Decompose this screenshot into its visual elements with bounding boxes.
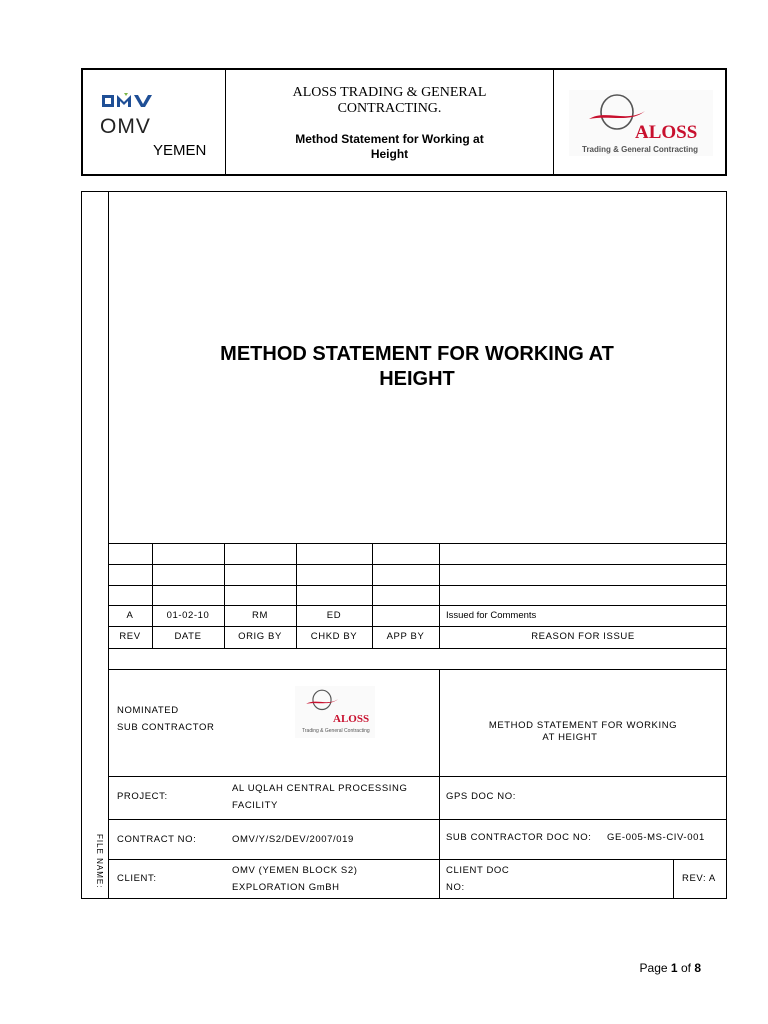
client-label: CLIENT: (117, 873, 157, 884)
rev-label: REV: A (682, 873, 716, 884)
rev-table-line (108, 543, 727, 544)
rev-table-line (108, 669, 727, 670)
file-name-label: FILE NAME: (95, 834, 104, 889)
rev-cell: A (126, 610, 134, 621)
sub-contractor-doc-label: SUB CONTRACTOR DOC NO: (446, 832, 592, 843)
header-date: DATE (174, 631, 202, 642)
client-logo-cell (83, 70, 226, 174)
sub-contractor-doc-value: GE-005-MS-CIV-001 (607, 832, 705, 843)
page-prefix: Page (639, 961, 668, 975)
nominated-doc-title-line2: AT HEIGHT (542, 732, 598, 743)
project-value-line2: FACILITY (232, 800, 278, 811)
reason-cell: Issued for Comments (446, 610, 537, 621)
page-current: 1 (670, 961, 678, 975)
document-title-line2: HEIGHT (379, 368, 455, 390)
client-doc-label-line1: CLIENT DOC (446, 865, 510, 876)
aloss-tagline: Trading & General Contracting (582, 145, 699, 154)
rev-table-line (108, 564, 727, 565)
aloss-brand: ALOSS (635, 122, 698, 143)
contract-value: OMV/Y/S2/DEV/2007/019 (232, 834, 354, 845)
rev-table-line (108, 648, 727, 649)
aloss-small-brand: ALOSS (333, 713, 370, 725)
aloss-small-logo (295, 686, 375, 738)
info-row-line (108, 859, 727, 860)
rev-col-line (673, 859, 674, 899)
header-orig-by: ORIG BY (238, 631, 282, 642)
rev-table-line (108, 626, 727, 627)
document-title-line1: METHOD STATEMENT FOR WORKING AT (220, 343, 614, 365)
region-label: YEMEN (153, 142, 207, 159)
contractor-logo-cell (554, 70, 725, 174)
page-total: 8 (694, 961, 701, 975)
document-name-line1: Method Statement for Working at (295, 132, 484, 146)
document-name-line2: Height (370, 147, 409, 161)
header-rev: REV (119, 631, 141, 642)
aloss-logo (569, 90, 713, 156)
omv-logo-icon (100, 92, 162, 110)
info-row-line (108, 776, 727, 777)
chkd-by-cell: ED (326, 610, 342, 621)
info-col-line (439, 669, 440, 899)
header-title-cell (226, 70, 554, 174)
rev-table-line (108, 605, 727, 606)
header-chkd-by: CHKD BY (310, 631, 358, 642)
aloss-logo-icon (305, 688, 339, 714)
info-row-line (108, 819, 727, 820)
gps-doc-label: GPS DOC NO: (446, 791, 516, 802)
client-value-line1: OMV (YEMEN BLOCK S2) (232, 865, 358, 876)
rev-table-line (108, 585, 727, 586)
client-value-line2: EXPLORATION GmBH (232, 882, 340, 893)
page-number (640, 961, 701, 975)
company-name-line2: CONTRACTING. (337, 101, 442, 116)
header-app-by: APP BY (386, 631, 425, 642)
nominated-doc-title-line1: METHOD STATEMENT FOR WORKING (488, 720, 678, 731)
company-name-line1: ALOSS TRADING & GENERAL (292, 85, 487, 100)
project-value-line1: AL UQLAH CENTRAL PROCESSING (232, 783, 408, 794)
nominated-label-line2: SUB CONTRACTOR (117, 722, 215, 733)
document-header (81, 68, 727, 176)
header-reason: REASON FOR ISSUE (531, 631, 635, 642)
page-of: of (680, 961, 691, 975)
document-title (108, 342, 726, 392)
client-doc-label-line2: NO: (446, 882, 465, 893)
nominated-label-line1: NOMINATED (117, 705, 179, 716)
company-name (226, 85, 553, 117)
date-cell: 01-02-10 (166, 610, 210, 621)
omv-brand: OMV (100, 115, 151, 138)
file-name-band (82, 192, 109, 898)
document-name (226, 132, 553, 162)
project-label: PROJECT: (117, 791, 168, 802)
contract-label: CONTRACT NO: (117, 834, 197, 845)
aloss-small-tagline: Trading & General Contracting (302, 728, 370, 734)
orig-by-cell: RM (252, 610, 268, 621)
